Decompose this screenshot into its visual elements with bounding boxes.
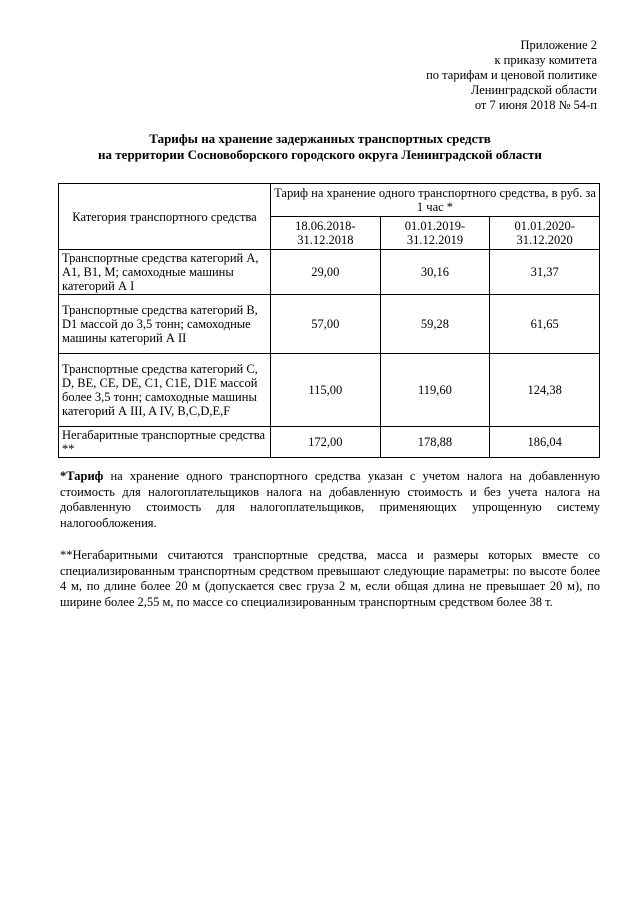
period-header: 18.06.2018-31.12.2018 bbox=[271, 217, 381, 250]
tariff-table bbox=[58, 183, 600, 458]
category-header: Категория транспортного средства bbox=[59, 184, 271, 250]
category-cell: Транспортные средства категорий А, А1, В1, М; самоходные машины категорий А I bbox=[59, 250, 271, 295]
period-header: 01.01.2019-31.12.2019 bbox=[380, 217, 490, 250]
table-row bbox=[59, 295, 600, 354]
value-cell: 30,16 bbox=[380, 250, 490, 295]
category-cell: Транспортные средства категорий В, D1 массой до 3,5 тонн; самоходные машины категорий А II bbox=[59, 295, 271, 354]
appendix-line: к приказу комитета bbox=[494, 53, 597, 67]
period-header: 01.01.2020-31.12.2020 bbox=[490, 217, 600, 250]
title-line: на территории Сосновоборского городского округа Ленинградской области bbox=[98, 147, 542, 162]
value-cell: 59,28 bbox=[380, 295, 490, 354]
document-title bbox=[0, 131, 640, 163]
footnote-mark: *Тариф bbox=[60, 469, 104, 483]
value-cell: 186,04 bbox=[490, 427, 600, 458]
value-cell: 57,00 bbox=[271, 295, 381, 354]
footnote-oversize: **Негабаритными считаются транспортные средства, масса и размеры которых вместе со специализированным транспортным средством превышают следующие параметры: по высоте более 4 м, по длине более 20 м (допускается свес груза 2 м, если общая длина не превышает 20 м), по ширине более 2,55 м, по массе со специализированным транспортным средством более 38 т. bbox=[60, 548, 600, 609]
category-cell: Транспортные средства категорий С, D, ВЕ, СЕ, DE, С1, С1Е, D1E массой более 3,5 тонн; самоходные машины категорий А III, A IV, B,C,D,E,F bbox=[59, 354, 271, 427]
value-cell: 29,00 bbox=[271, 250, 381, 295]
appendix-line: по тарифам и ценовой политике bbox=[426, 68, 597, 82]
appendix-line: Ленинградской области bbox=[470, 83, 597, 97]
title-line: Тарифы на хранение задержанных транспортных средств bbox=[149, 131, 491, 146]
tariff-header: Тариф на хранение одного транспортного средства, в руб. за 1 час * bbox=[271, 184, 600, 217]
footnote-text: на хранение одного транспортного средства указан с учетом налога на добавленную стоимость для налогоплательщиков налога на добавленную стоимость и без учета налога на добавленную стоимость для налогоплательщиков, применяющих упрощенную систему налогообложения. bbox=[60, 469, 600, 530]
appendix-header bbox=[426, 38, 597, 113]
value-cell: 178,88 bbox=[380, 427, 490, 458]
appendix-line: Приложение 2 bbox=[520, 38, 597, 52]
footnote-vat bbox=[60, 469, 600, 531]
value-cell: 172,00 bbox=[271, 427, 381, 458]
value-cell: 124,38 bbox=[490, 354, 600, 427]
value-cell: 31,37 bbox=[490, 250, 600, 295]
category-cell: Негабаритные транспортные средства ** bbox=[59, 427, 271, 458]
value-cell: 119,60 bbox=[380, 354, 490, 427]
value-cell: 61,65 bbox=[490, 295, 600, 354]
value-cell: 115,00 bbox=[271, 354, 381, 427]
table-row bbox=[59, 250, 600, 295]
table-row bbox=[59, 427, 600, 458]
appendix-line: от 7 июня 2018 № 54-п bbox=[474, 98, 597, 112]
table-row bbox=[59, 354, 600, 427]
